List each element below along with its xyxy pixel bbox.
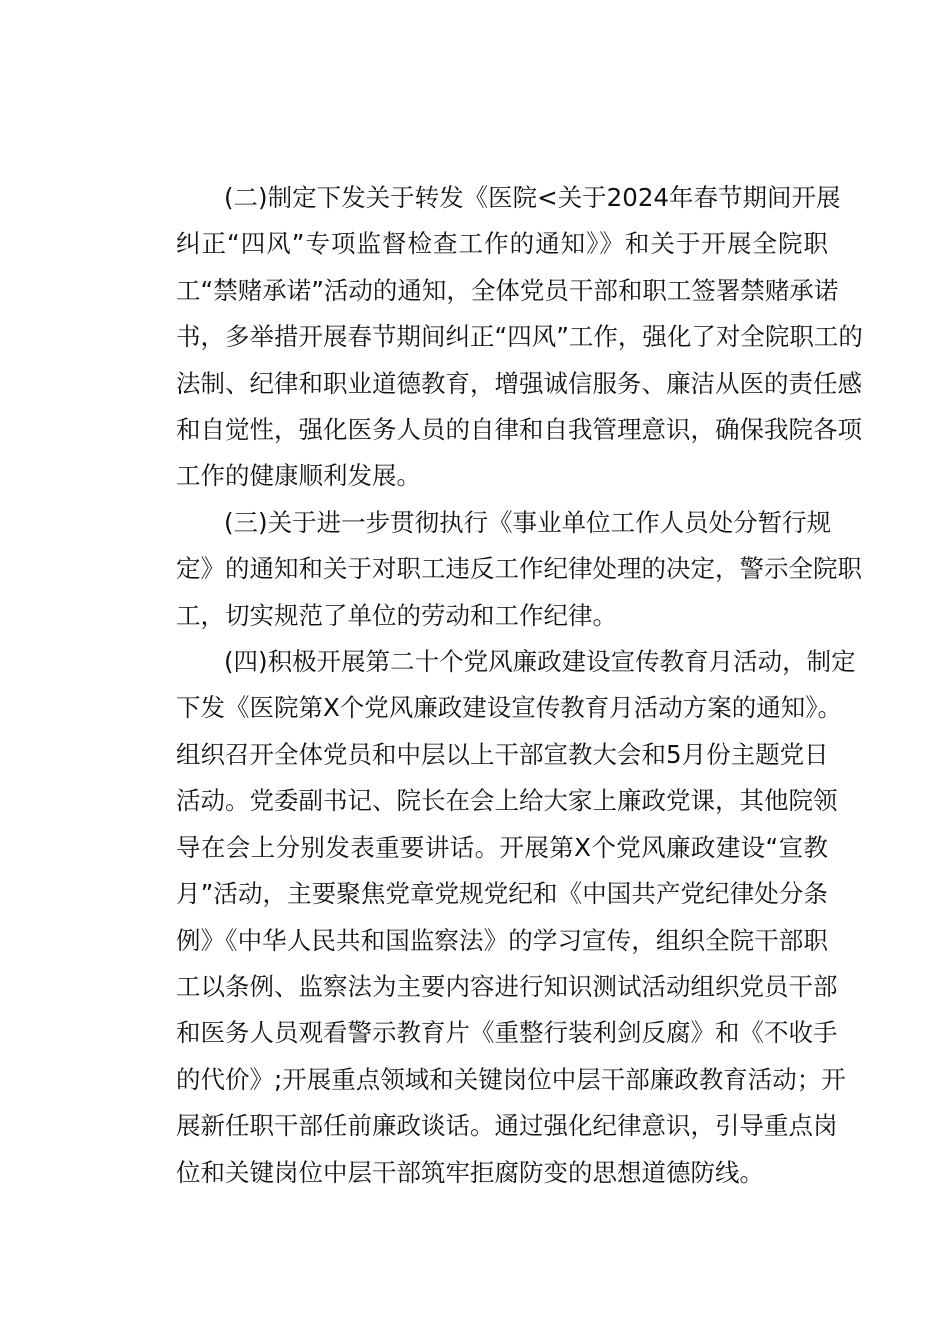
text-line: 工以条例、监察法为主要内容进行知识测试活动组织党员干部 — [176, 971, 838, 1001]
paragraph-4 — [128, 639, 856, 1196]
text-line: 组织召开全体党员和中层以上干部宣教大会和5月份主题党日 — [176, 739, 829, 769]
text-line: 和自觉性，强化医务人员的自律和自我管理意识，确保我院各项 — [176, 415, 862, 445]
text-line: 工作的健康顺利发展。 — [176, 461, 421, 491]
document-body — [128, 175, 863, 1196]
text-line: 展新任职干部任前廉政谈话。通过强化纪律意识，引导重点岗 — [176, 1111, 838, 1141]
text-line: 和医务人员观看警示教育片《重整行装利剑反腐》和《不收手 — [176, 1018, 838, 1048]
text-line: 月”活动，主要聚焦党章党规党纪和《中国共产党纪律处分条 — [176, 879, 828, 909]
text-line: (四)积极开展第二十个党风廉政建设宣传教育月活动，制定 — [224, 647, 856, 677]
text-line: 书，多举措开展春节期间纠正“四风”工作，强化了对全院职工的 — [176, 322, 863, 352]
text-line: 工，切实规范了单位的劳动和工作纪律。 — [176, 600, 617, 630]
text-line: 的代价》;开展重点领域和关键岗位中层干部廉政教育活动；开 — [176, 1064, 846, 1094]
text-line: 下发《医院第X个党风廉政建设宣传教育月活动方案的通知》。 — [176, 693, 843, 723]
text-line: 工“禁赌承诺”活动的通知，全体党员干部和职工签署禁赌承诺 — [176, 275, 839, 305]
text-line: (三)关于进一步贯彻执行《事业单位工作人员处分暂行规 — [224, 507, 832, 537]
text-line: 活动。党委副书记、院长在会上给大家上廉政党课，其他院领 — [176, 786, 838, 816]
text-line: (二)制定下发关于转发《医院<关于2024年春节期间开展 — [224, 183, 841, 212]
text-line: 纠正“四风”专项监督检查工作的通知》》和关于开展全院职 — [176, 229, 828, 259]
text-line: 例》《中华人民共和国监察法》的学习宣传，组织全院干部职 — [176, 925, 828, 955]
text-line: 位和关键岗位中层干部筑牢拒腐防变的思想道德防线。 — [176, 1157, 764, 1187]
text-line: 导在会上分别发表重要讲话。开展第X个党风廉政建设“宣教 — [176, 832, 828, 862]
paragraph-2 — [128, 175, 863, 500]
text-line: 定》的通知和关于对职工违反工作纪律处理的决定，警示全院职 — [176, 554, 862, 584]
text-line: 法制、纪律和职业道德教育，增强诚信服务、廉洁从医的责任感 — [176, 368, 862, 398]
paragraph-3 — [128, 500, 862, 639]
